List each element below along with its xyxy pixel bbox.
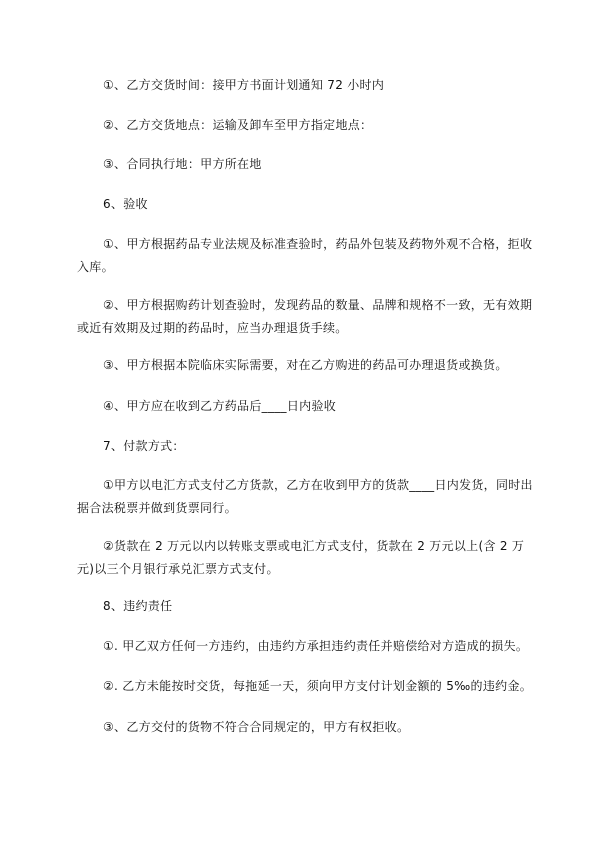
clause-liability-2: ②. 乙方未能按时交货，每拖延一天，须向甲方支付计划金额的 5‰的违约金。 [103, 679, 533, 693]
clause-contract-location: ③、合同执行地：甲方所在地 [103, 157, 262, 171]
clause-payment-2: ②货款在 2 万元以内以转账支票或电汇方式支付，货款在 2 万元以上(含 2 万元)以三个月银行承兑汇票方式支付。 [77, 539, 525, 576]
clause-acceptance-3: ③、甲方根据本院临床实际需要，对在乙方购进的药品可办理退货或换货。 [103, 358, 508, 372]
clause-liability-1: ①. 甲乙双方任何一方违约，由违约方承担违约责任并赔偿给对方造成的损失。 [103, 639, 529, 653]
clause-acceptance-1: ①、甲方根据药品专业法规及标准查验时，药品外包装及药物外观不合格，拒收入库。 [77, 237, 533, 274]
clause-acceptance-2: ②、甲方根据购药计划查验时，发现药品的数量、品牌和规格不一致，无有效期或近有效期及过期的药品时，应当办理退货手续。 [77, 298, 533, 335]
clause-acceptance-4: ④、甲方应在收到乙方药品后____日内验收 [103, 399, 337, 413]
clause-payment-1: ①甲方以电汇方式支付乙方货款，乙方在收到甲方的货款____日内发货，同时出据合法税票并做到货票同行。 [77, 478, 533, 515]
section-heading-acceptance: 6、验收 [103, 197, 148, 211]
clause-liability-3: ③、乙方交付的货物不符合合同规定的，甲方有权拒收。 [103, 720, 410, 734]
section-heading-payment: 7、付款方式： [103, 439, 185, 453]
clause-delivery-time: ①、乙方交货时间：接甲方书面计划通知 72 小时内 [103, 78, 385, 92]
clause-delivery-location: ②、乙方交货地点：运输及卸车至甲方指定地点： [103, 118, 373, 132]
section-heading-liability: 8、违约责任 [103, 599, 173, 613]
